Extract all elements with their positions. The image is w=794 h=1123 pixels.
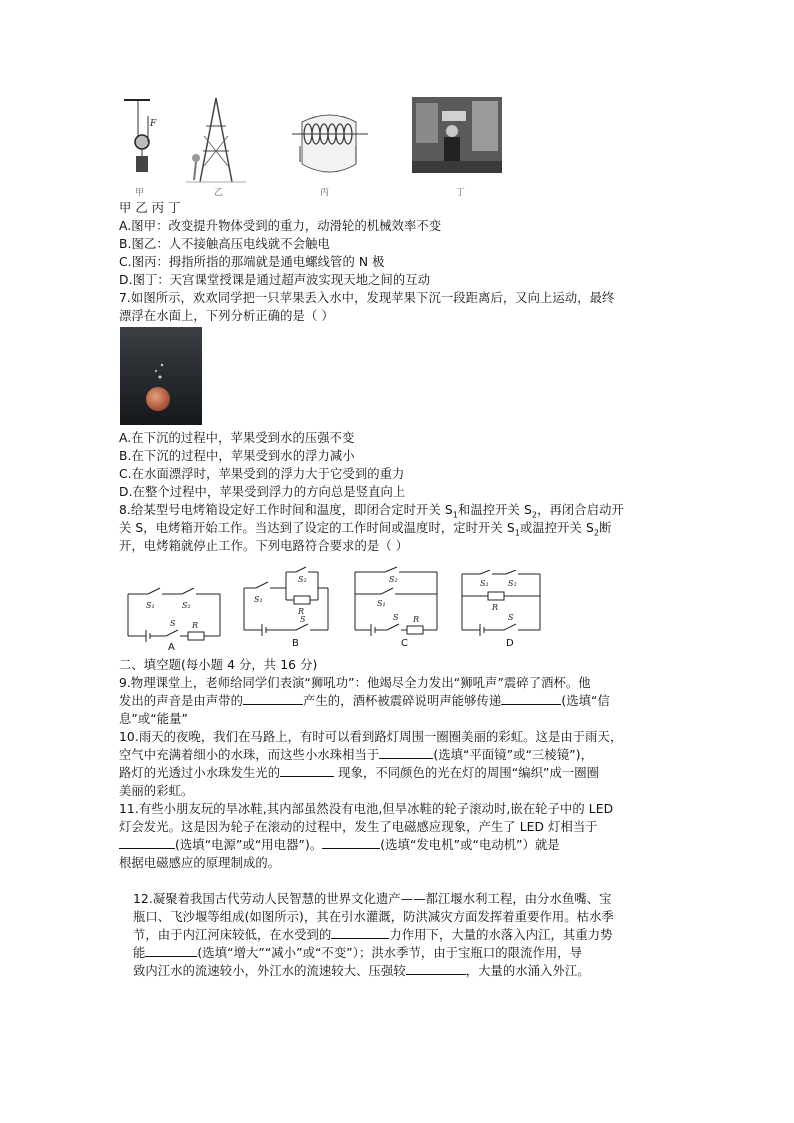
- label-s1: S₁: [146, 601, 155, 610]
- label-s1: S₁: [480, 579, 489, 588]
- q9-blank-1[interactable]: [243, 692, 303, 705]
- circuit-a: [124, 578, 224, 650]
- label-s2: S₂: [389, 575, 398, 584]
- q7-option-a: A.在下沉的过程中，苹果受到水的压强不变: [119, 431, 355, 445]
- circuit-label-c: C: [401, 638, 408, 649]
- q10-blank-1[interactable]: [379, 746, 433, 759]
- q10-line1: 10.雨天的夜晚，我们在马路上，有时可以看到路灯周围一圈圈美丽的彩虹。这是由于雨天，: [119, 730, 623, 744]
- caption-jia: 甲: [135, 188, 145, 198]
- q9-line1: 9.物理课堂上，老师给同学们表演“狮吼功”：他竭尽全力发出“狮吼声”震碎了酒杯。他: [119, 676, 591, 690]
- apple-in-water-photo: [120, 327, 202, 425]
- q9-line3: 息”或“能量”: [119, 712, 188, 726]
- label-s: S: [508, 613, 514, 622]
- label-s2: S₂: [508, 579, 517, 588]
- q6-option-a: A.图甲：改变提升物体受到的重力，动滑轮的机械效率不变: [119, 219, 442, 233]
- svg-text:F: F: [150, 119, 157, 129]
- q12-line5: 致内江水的流速较小，外江水的流速较大、压强较 ，大量的水涌入外江。: [133, 964, 590, 978]
- q10-line2: 空气中充满着细小的水珠，而这些小水珠相当于 (选填“平面镜”或“三棱镜”)，: [119, 748, 593, 762]
- q6-figure-labels: 甲 乙 丙 丁: [119, 201, 181, 215]
- figure-ding-space-class-photo: [412, 97, 502, 173]
- q10-blank-2[interactable]: [280, 764, 334, 777]
- label-s: S: [393, 613, 399, 622]
- q7-option-b: B.在下沉的过程中，苹果受到水的浮力减小: [119, 449, 355, 463]
- q11-line2: 灯会发光。这是因为轮子在滚动的过程中，发生了电磁感应现象，产生了 LED 灯相当于: [119, 820, 598, 834]
- caption-yi: 乙: [214, 188, 224, 198]
- label-s2: S₂: [182, 601, 191, 610]
- circuit-label-d: D: [506, 638, 514, 649]
- q11-blank-1[interactable]: [119, 836, 175, 849]
- q12-blank-3[interactable]: [406, 962, 466, 975]
- circuit-label-b: B: [292, 638, 299, 649]
- figure-bing-solenoid-hand: [290, 104, 370, 190]
- q11-line1: 11.有些小朋友玩的旱冰鞋,其内部虽然没有电池,但旱冰鞋的轮子滚动时,嵌在轮子中的 LED: [119, 802, 614, 816]
- q12-line1: 12.凝聚着我国古代劳动人民智慧的世界文化遗产——都江堰水利工程，由分水鱼嘴、宝: [133, 892, 612, 906]
- q8-stem-line2: 关 S，电烤箱开始工作。当达到了设定的工作时间或温度时，定时开关 $S_1$或温控开关 $S_2$断: [119, 521, 612, 538]
- q10-line4: 美丽的彩虹。: [119, 784, 194, 798]
- q12-blank-1[interactable]: [331, 926, 389, 939]
- circuit-label-a: A: [168, 642, 175, 653]
- q8-stem-line1: 8.给某型号电烤箱设定好工作时间和温度，即闭合定时开关 $S_1$和温控开关 $S_2$，再闭合启动开: [119, 503, 624, 520]
- caption-bing: 丙: [320, 188, 330, 198]
- label-s: S: [170, 619, 176, 628]
- caption-ding: 丁: [456, 188, 466, 198]
- q7-stem-line1: 7.如图所示，欢欢同学把一只苹果丢入水中，发现苹果下沉一段距离后，又向上运动，最终: [119, 291, 615, 305]
- q7-option-c: C.在水面漂浮时，苹果受到的浮力大于它受到的重力: [119, 467, 405, 481]
- q7-option-d: D.在整个过程中，苹果受到浮力的方向总是竖直向上: [119, 485, 406, 499]
- q10-line3: 路灯的光透过小水珠发生光的 现象，不同颜色的光在灯的周围“编织”成一圈圈: [119, 766, 600, 780]
- q11-line3: (选填“电源”或“用电器”)。 (选填“发电机”或“电动机”）就是: [119, 836, 679, 854]
- circuit-b: [240, 566, 332, 638]
- q11-blank-2[interactable]: [322, 836, 380, 849]
- q11-line4: 根据电磁感应的原理制成的。: [119, 856, 281, 870]
- q12-line3: 节，由于内江河床较低，在水受到的 力作用下，大量的水落入内江，其重力势: [133, 928, 613, 942]
- section2-title: 二、填空题(每小题 4 分，共 16 分): [119, 658, 318, 672]
- figure-yi-power-tower: [186, 96, 246, 190]
- q9-blank-2[interactable]: [501, 692, 561, 705]
- label-s1: S₁: [254, 595, 263, 604]
- label-r: R: [192, 621, 199, 630]
- q12-blank-2[interactable]: [145, 944, 197, 957]
- label-r: R: [413, 615, 420, 624]
- figure-jia-pulley: [120, 98, 166, 198]
- label-s: S: [300, 615, 306, 624]
- label-s2: S₂: [298, 575, 307, 584]
- q12-line2: 瓶口、飞沙堰等组成(如图所示)，其在引水灌溉，防洪减灾方面发挥着重要作用。枯水季: [133, 910, 614, 924]
- circuit-d: [458, 570, 544, 638]
- q6-option-c: C.图丙：拇指所指的那端就是通电螺线管的 N 极: [119, 255, 385, 269]
- circuit-c: [351, 566, 441, 638]
- label-s1: S₁: [377, 599, 386, 608]
- q6-option-d: D.图丁：天宫课堂授课是通过超声波实现天地之间的互动: [119, 273, 431, 287]
- q6-option-b: B.图乙：人不接触高压电线就不会触电: [119, 237, 330, 251]
- q7-stem-line2: 漂浮在水面上，下列分析正确的是（ ）: [119, 309, 334, 323]
- q9-line2: 发出的声音是由声带的 产生的，酒杯被震碎说明声能够传递 (选填“信: [119, 694, 610, 708]
- q8-stem-line3: 开，电烤箱就停止工作。下列电路符合要求的是（ ）: [119, 539, 409, 553]
- q12-line4: 能 (选填“增大”“减小”或“不变”）；洪水季节，由于宝瓶口的限流作用，导: [133, 946, 583, 960]
- label-r: R: [298, 607, 305, 616]
- label-r: R: [492, 603, 499, 612]
